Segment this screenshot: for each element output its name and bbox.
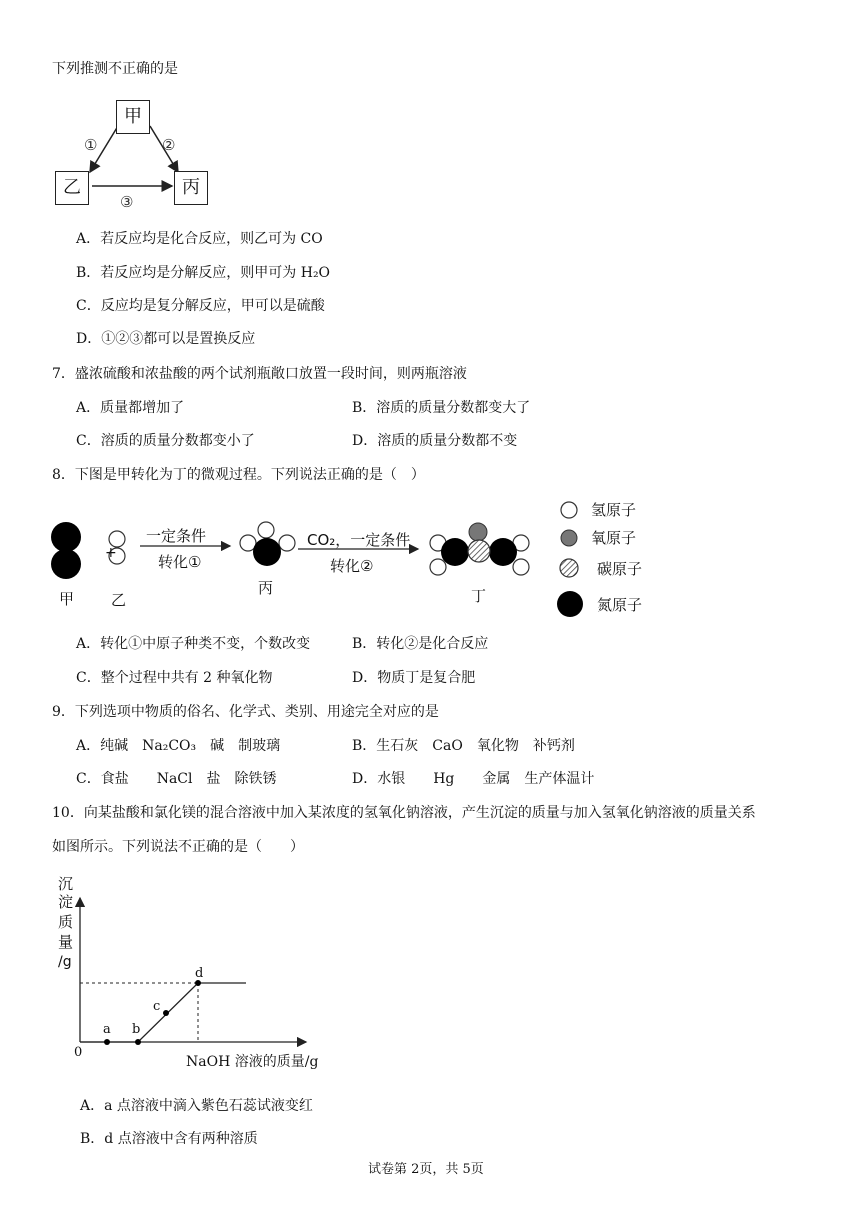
box-bing: 丙: [174, 171, 208, 205]
label-jia: 甲: [59, 590, 75, 608]
q10-option-a[interactable]: A．a 点溶液中滴入紫色石蕊试液变红: [80, 1098, 313, 1114]
q8-option-b[interactable]: B．转化②是化合反应: [352, 636, 489, 652]
point-b-label: b: [132, 1022, 141, 1037]
q8-option-d[interactable]: D．物质丁是复合肥: [352, 670, 476, 686]
legend-carbon: 碳原子: [597, 560, 643, 578]
q6-option-c[interactable]: C．反应均是复分解反应，甲可以是硫酸: [76, 298, 325, 314]
ylabel-4: 量: [58, 933, 74, 951]
xlabel: NaOH 溶液的质量/g: [186, 1054, 319, 1070]
q10-stem-line1: 10．向某盐酸和氯化镁的混合溶液中加入某浓度的氢氧化钠溶液，产生沉淀的质量与加入氢氧化钠溶液的质量关系: [52, 805, 756, 821]
box-yi: 乙: [55, 171, 89, 205]
arrow1-condition: 一定条件: [146, 527, 207, 545]
label-bing: 丙: [258, 579, 274, 597]
ylabel-1: 沉: [58, 875, 74, 893]
q9-option-a[interactable]: A．纯碱 Na₂CO₃ 碱 制玻璃: [76, 738, 281, 754]
legend-oxygen: 氧原子: [591, 529, 637, 547]
ylabel-3: 质: [58, 913, 74, 931]
arrow1-step: 转化①: [158, 553, 202, 571]
ylabel-2: 淀: [58, 893, 74, 911]
q10-option-b[interactable]: B．d 点溶液中含有两种溶质: [80, 1131, 258, 1147]
point-b: [135, 1039, 141, 1045]
q8-option-a[interactable]: A．转化①中原子种类不变，个数改变: [76, 636, 311, 652]
box-jia: 甲: [116, 100, 150, 134]
q6-option-b[interactable]: B．若反应均是分解反应，则甲可为 H₂O: [76, 265, 331, 281]
point-d-label: d: [195, 966, 204, 981]
q9-option-d[interactable]: D．水银 Hg 金属 生产体温计: [352, 771, 595, 787]
legend-nitrogen: 氮原子: [597, 596, 643, 614]
label-ding: 丁: [471, 587, 487, 605]
plus-sign: +: [105, 545, 117, 561]
q6-option-d[interactable]: D．①②③都可以是置换反应: [76, 331, 256, 347]
q7-option-d[interactable]: D．溶质的质量分数都不变: [352, 433, 518, 449]
question-intro: 下列推测不正确的是: [52, 61, 178, 77]
q7-stem: 7．盛浓硫酸和浓盐酸的两个试剂瓶敞口放置一段时间，则两瓶溶液: [52, 366, 467, 382]
q9-option-b[interactable]: B．生石灰 CaO 氧化物 补钙剂: [352, 738, 575, 754]
point-c-label: c: [153, 999, 161, 1014]
step-3-label: ③: [120, 193, 134, 211]
q9-stem: 9．下列选项中物质的俗名、化学式、类别、用途完全对应的是: [52, 704, 439, 720]
q8-stem: 8．下图是甲转化为丁的微观过程。下列说法正确的是（ ）: [52, 467, 425, 483]
ylabel-unit: /g: [58, 954, 72, 970]
q7-option-c[interactable]: C．溶质的质量分数都变小了: [76, 433, 255, 449]
q7-option-b[interactable]: B．溶质的质量分数都变大了: [352, 400, 531, 416]
step-2-label: ②: [162, 136, 176, 154]
step-1-label: ①: [84, 136, 98, 154]
arrow2-step: 转化②: [330, 557, 374, 575]
page-footer: 试卷第 2页，共 5页: [368, 1162, 484, 1177]
point-c: [163, 1010, 169, 1016]
origin-label: 0: [74, 1045, 83, 1060]
q6-option-a[interactable]: A．若反应均是化合反应，则乙可为 CO: [76, 231, 323, 247]
arrow2-condition: CO₂，一定条件: [307, 531, 411, 549]
q8-option-c[interactable]: C．整个过程中共有 2 种氧化物: [76, 670, 273, 686]
point-a: [104, 1039, 110, 1045]
q10-stem-line2: 如图所示。下列说法不正确的是（ ）: [52, 839, 304, 855]
legend-hydrogen: 氢原子: [591, 501, 637, 519]
q9-option-c[interactable]: C．食盐 NaCl 盐 除铁锈: [76, 771, 277, 787]
label-yi: 乙: [111, 591, 127, 609]
point-a-label: a: [103, 1022, 111, 1037]
q7-option-a[interactable]: A．质量都增加了: [76, 400, 185, 416]
